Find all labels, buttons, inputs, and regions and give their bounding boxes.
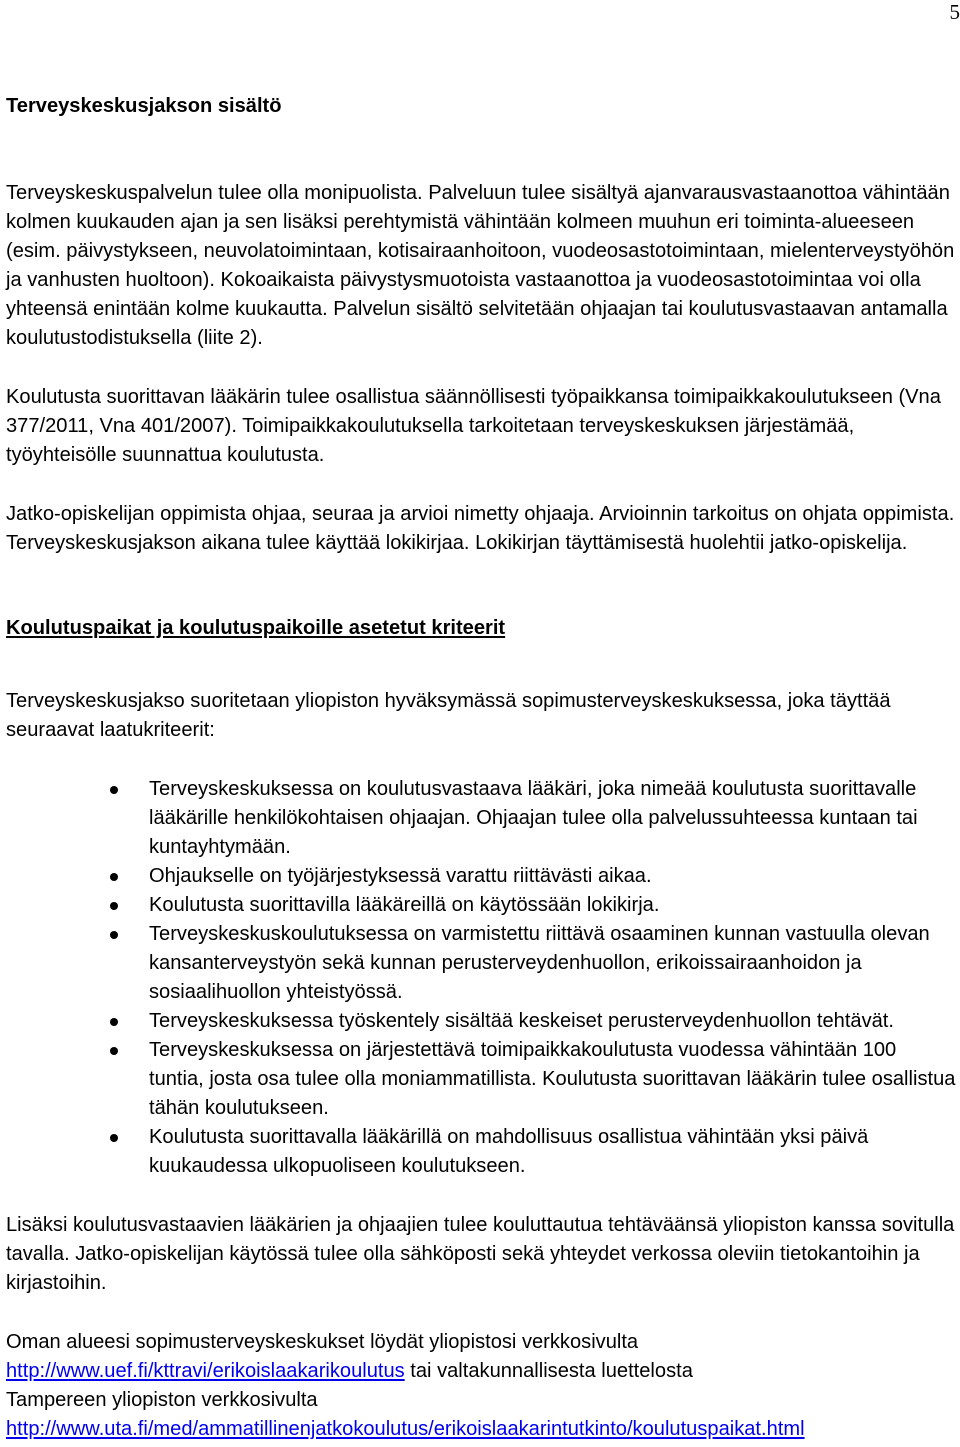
list-item-text: Terveyskeskuskoulutuksessa on varmistettu riittävä osaaminen kunnan vastuulla olevan kansanterveystyön sekä kunnan perusterveydenhuollon, erikoissairaanhoidon ja sosiaalihuollon yhteistyössä. (149, 923, 930, 1003)
list-item (6, 1036, 956, 1123)
bullet-icon (110, 786, 118, 794)
list-item-text: Koulutusta suorittavilla lääkäreillä on käytössään lokikirja. (149, 894, 660, 916)
paragraph-supervision: Jatko-opiskelijan oppimista ohjaa, seuraa ja arvioi nimetty ohjaaja. Arvioinnin tarkoitus on ohjata oppimista. Terveyskeskusjakson aikana tulee käyttää lokikirjaa. Lokikirjan täyttämisestä huolehtii jatko-opiskelija. (6, 503, 955, 554)
paragraph-service-content: Terveyskeskuspalvelun tulee olla monipuolista. Palveluun tulee sisältyä ajanvarausvastaanottoa vähintään kolmen kuukauden ajan ja sen lisäksi perehtymistä vähintään kolmeen muuhun eri toiminta-alueeseen (esim. päivystykseen, neuvolatoimintaan, kotisairaanhoitoon, vuodeosastotoimintaan, mielenterveystyöhön ja vanhusten huoltoon). Kokoaikaista päivystysmuotoista vastaanottoa ja vuodeosastotoimintaa voi olla yhteensä enintään kolme kuukautta. Palvelun sisältö selvitetään ohjaajan tai koulutusvastaavan antamalla koulutustodistuksella (liite 2). (6, 182, 955, 349)
list-item-text: Terveyskeskuksessa on koulutusvastaava lääkäri, joka nimeää koulutusta suorittavalle lääkärille henkilökohtaisen ohjaajan. Ohjaajan tulee olla palvelussuhteessa kuntaan tai kuntayhtymään. (149, 778, 918, 858)
list-item (6, 920, 956, 1007)
bullet-icon (110, 902, 118, 910)
uta-link[interactable]: http://www.uta.fi/med/ammatillinenjatkokoulutus/erikoislaakarintutkinto/koulutuspaikat.html (6, 1418, 805, 1440)
criteria-list (6, 775, 956, 1181)
list-item (6, 891, 956, 920)
document-body (6, 92, 956, 1444)
uef-link-line (6, 1357, 956, 1386)
bullet-icon (110, 1018, 118, 1026)
list-item-text: Ohjaukselle on työjärjestyksessä varattu riittävästi aikaa. (149, 865, 652, 887)
bullet-icon (110, 1047, 118, 1055)
tampere-text: Tampereen yliopiston verkkosivulta (6, 1389, 318, 1411)
section-heading-koulutuspaikat: Koulutuspaikat ja koulutuspaikoille asetetut kriteerit (6, 617, 506, 639)
list-item-text: Terveyskeskuksessa on järjestettävä toimipaikkakoulutusta vuodessa vähintään 100 tuntia, josta osa tulee olla moniammatillista. Koulutusta suorittavan lääkärin tulee osallistua tähän koulutukseen. (149, 1039, 956, 1119)
page-number: 5 (949, 0, 960, 24)
list-item (6, 862, 956, 891)
uef-link[interactable]: http://www.uef.fi/kttravi/erikoislaakarikoulutus (6, 1360, 405, 1382)
links-block (6, 1328, 956, 1444)
uta-link-line (6, 1415, 956, 1444)
bullet-icon (110, 931, 118, 939)
links-intro-text: Oman alueesi sopimusterveyskeskukset löydät yliopistosi verkkosivulta (6, 1331, 639, 1353)
paragraph-workplace-training: Koulutusta suorittavan lääkärin tulee osallistua säännöllisesti työpaikkansa toimipaikkakoulutukseen (Vna 377/2011, Vna 401/2007). Toimipaikkakoulutuksella tarkoitetaan terveyskeskuksen järjestämää, työyhteisölle suunnattua koulutusta. (6, 386, 941, 466)
list-item-text: Koulutusta suorittavalla lääkärillä on mahdollisuus osallistua vähintään yksi päivä kuukaudessa ulkopuoliseen koulutukseen. (149, 1126, 869, 1177)
list-item (6, 1007, 956, 1036)
list-item-text: Terveyskeskuksessa työskentely sisältää keskeiset perusterveydenhuollon tehtävät. (149, 1010, 894, 1032)
national-list-text: tai valtakunnallisesta luettelosta (404, 1360, 693, 1382)
section-heading-terveyskeskusjakson-sisalto: Terveyskeskusjakson sisältö (6, 95, 282, 117)
bullet-icon (110, 1134, 118, 1142)
list-item (6, 775, 956, 862)
bullet-icon (110, 873, 118, 881)
paragraph-additional-requirements: Lisäksi koulutusvastaavien lääkärien ja ohjaajien tulee kouluttautua tehtäväänsä yliopiston kanssa sovitulla tavalla. Jatko-opiskelijan käytössä tulee olla sähköposti sekä yhteydet verkossa oleviin tietokantoihin ja kirjastoihin. (6, 1214, 955, 1294)
paragraph-criteria-intro: Terveyskeskusjakso suoritetaan yliopiston hyväksymässä sopimusterveyskeskuksessa, joka täyttää seuraavat laatukriteerit: (6, 690, 891, 741)
list-item (6, 1123, 956, 1181)
